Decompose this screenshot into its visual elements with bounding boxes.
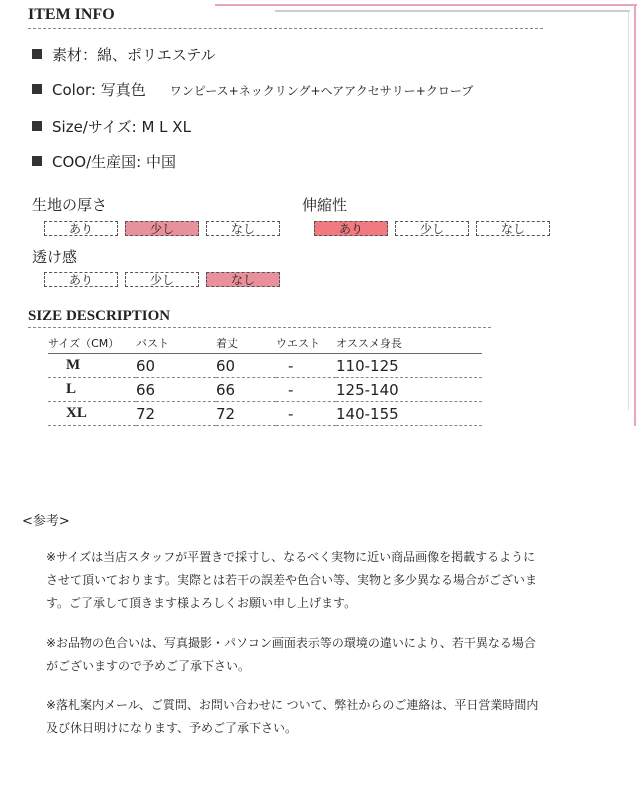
stretch-option-selected: あり bbox=[314, 221, 388, 236]
table-row bbox=[48, 354, 482, 378]
cell: - bbox=[276, 378, 336, 402]
header-size: サイズ（CM） bbox=[48, 333, 136, 354]
frame-line bbox=[275, 10, 630, 12]
material-text: 素材：綿、ポリエステル bbox=[52, 46, 216, 64]
bullet-icon bbox=[32, 121, 42, 131]
cell: M bbox=[48, 354, 136, 378]
size-line bbox=[32, 116, 191, 137]
cell: - bbox=[276, 402, 336, 426]
sheerness-option-selected: なし bbox=[206, 272, 280, 287]
stretch-option: 少し bbox=[395, 221, 469, 236]
frame-line bbox=[215, 4, 637, 6]
color-text: Color: 写真色 bbox=[52, 81, 146, 99]
bullet-icon bbox=[32, 84, 42, 94]
cell: 125-140 bbox=[336, 378, 482, 402]
header-length: 着丈 bbox=[216, 333, 276, 354]
cell: 110-125 bbox=[336, 354, 482, 378]
color-detail: ワンピース+ネックリング+ヘアアクセサリー+クローブ bbox=[169, 84, 474, 98]
reference-heading: <参考> bbox=[22, 514, 70, 529]
cell: 60 bbox=[136, 354, 216, 378]
coo-line bbox=[32, 151, 176, 172]
cell: 66 bbox=[216, 378, 276, 402]
frame-line bbox=[628, 10, 629, 410]
bullet-icon bbox=[32, 49, 42, 59]
stretch-label: 伸縮性 bbox=[302, 196, 348, 214]
material-line bbox=[32, 44, 216, 65]
table-header bbox=[48, 333, 482, 354]
cell: - bbox=[276, 354, 336, 378]
cell: L bbox=[48, 378, 136, 402]
reference-note: ※お品物の色合いは、写真撮影・パソコン画面表示等の環境の違いにより、若干異なる場合がございますので予めご了承下さい。 bbox=[46, 636, 536, 673]
table-row bbox=[48, 378, 482, 402]
table-row bbox=[48, 402, 482, 426]
sheerness-option: あり bbox=[44, 272, 118, 287]
cell: 66 bbox=[136, 378, 216, 402]
cell: 72 bbox=[216, 402, 276, 426]
coo-text: COO/生産国: 中国 bbox=[52, 153, 176, 171]
size-text: Size/サイズ: M L XL bbox=[52, 118, 191, 136]
bullet-icon bbox=[32, 156, 42, 166]
sheerness-label: 透け感 bbox=[32, 248, 78, 266]
header-height: オススメ身長 bbox=[336, 333, 482, 354]
item-info-heading: ITEM INFO bbox=[28, 6, 115, 23]
thickness-option: あり bbox=[44, 221, 118, 236]
reference-note: ※サイズは当店スタッフが平置きで採寸し、なるべく実物に近い商品画像を掲載するようにさせて頂いております。実際とは若干の誤差や色合い等、実物と多少異なる場合がございます。ご了承して頂きます様よろしくお願い申し上げます。 bbox=[46, 550, 538, 610]
frame-line bbox=[634, 4, 636, 426]
divider bbox=[28, 28, 543, 29]
cell: 60 bbox=[216, 354, 276, 378]
header-bust: バスト bbox=[136, 333, 216, 354]
thickness-option: なし bbox=[206, 221, 280, 236]
divider bbox=[28, 327, 491, 328]
color-line bbox=[32, 79, 473, 100]
thickness-label: 生地の厚さ bbox=[32, 196, 108, 214]
cell: XL bbox=[48, 402, 136, 426]
cell: 72 bbox=[136, 402, 216, 426]
cell: 140-155 bbox=[336, 402, 482, 426]
size-table bbox=[48, 333, 482, 426]
stretch-option: なし bbox=[476, 221, 550, 236]
header-waist: ウエスト bbox=[276, 333, 336, 354]
sheerness-option: 少し bbox=[125, 272, 199, 287]
thickness-option-selected: 少し bbox=[125, 221, 199, 236]
size-description-heading: SIZE DESCRIPTION bbox=[28, 308, 171, 324]
reference-note: ※落札案内メール、ご質問、お問い合わせに ついて、弊社からのご連絡は、平日営業時間内及び休日明けになります、予めご了承下さい。 bbox=[46, 698, 539, 735]
